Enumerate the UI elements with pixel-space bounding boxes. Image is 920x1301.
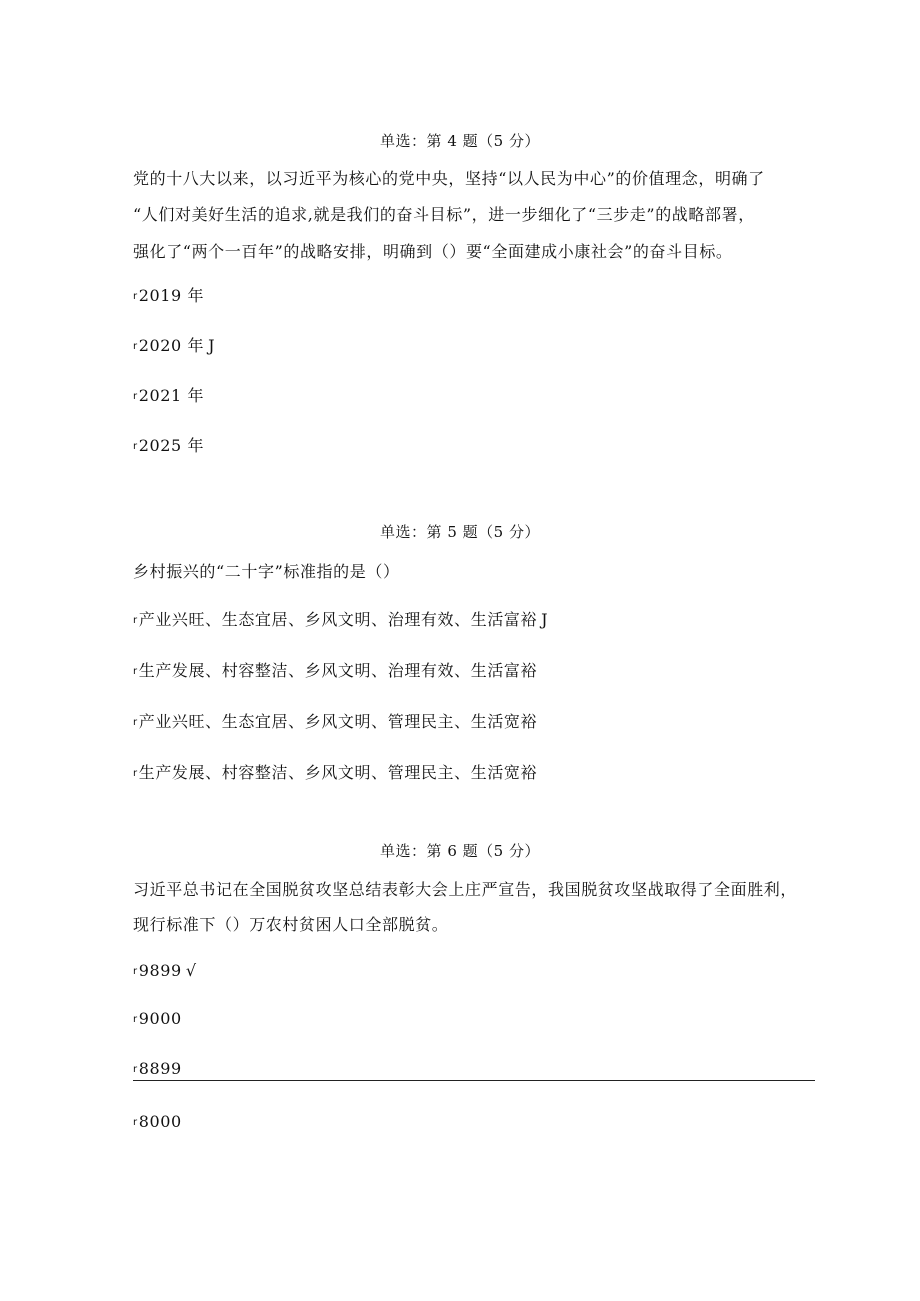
question-5-option-c[interactable]	[133, 711, 537, 733]
radio-icon[interactable]: r	[133, 1064, 138, 1075]
question-4-text-line-1: 党的十八大以来，以习近平为核心的党中央，坚持“以人民为中心”的价值理念，明确了	[133, 169, 765, 188]
question-6-option-b[interactable]	[133, 1008, 182, 1030]
question-6-text-line-2: 现行标准下（）万农村贫困人口全部脱贫。	[133, 915, 449, 934]
horizontal-divider	[133, 1080, 815, 1081]
question-6-option-a[interactable]	[133, 960, 197, 982]
option-label: 生产发展、村容整洁、乡风文明、治理有效、生活富裕	[138, 661, 538, 680]
answer-mark: J	[541, 610, 549, 629]
option-label: 9000	[138, 1009, 182, 1028]
option-label: 生产发展、村容整洁、乡风文明、管理民主、生活宽裕	[138, 763, 538, 782]
option-label: 2020 年	[138, 336, 205, 355]
question-6-header: 单选：第 6 题（5 分）	[380, 842, 540, 860]
question-4-option-d[interactable]	[133, 435, 204, 457]
question-5-header: 单选：第 5 题（5 分）	[380, 523, 540, 541]
radio-icon[interactable]: r	[133, 341, 138, 352]
question-4-header: 单选：第 4 题（5 分）	[380, 132, 540, 150]
option-label: 产业兴旺、生态宜居、乡风文明、管理民主、生活宽裕	[138, 712, 538, 731]
radio-icon[interactable]: r	[133, 441, 138, 452]
radio-icon[interactable]: r	[133, 1117, 138, 1128]
radio-icon[interactable]: r	[133, 966, 138, 977]
answer-mark: J	[208, 336, 216, 355]
option-label: 8000	[138, 1112, 182, 1131]
question-4-text-line-3: 强化了“两个一百年”的战略安排，明确到（）要“全面建成小康社会”的奋斗目标。	[133, 242, 733, 261]
question-6-option-d[interactable]	[133, 1111, 182, 1133]
radio-icon[interactable]: r	[133, 291, 138, 302]
question-4-option-a[interactable]	[133, 285, 204, 307]
question-6-option-c[interactable]	[133, 1058, 182, 1080]
radio-icon[interactable]: r	[133, 1014, 138, 1025]
question-4-text-line-2: “人们对美好生活的追求,就是我们的奋斗目标”，进一步细化了“三步走”的战略部署，	[133, 205, 755, 224]
radio-icon[interactable]: r	[133, 717, 138, 728]
question-5-option-b[interactable]	[133, 660, 537, 682]
option-label: 产业兴旺、生态宜居、乡风文明、治理有效、生活富裕	[138, 610, 538, 629]
question-6-text-line-1: 习近平总书记在全国脱贫攻坚总结表彰大会上庄严宣告，我国脱贫攻坚战取得了全面胜利，	[133, 880, 798, 899]
radio-icon[interactable]: r	[133, 615, 138, 626]
question-4-option-b[interactable]	[133, 335, 215, 357]
answer-mark: √	[185, 961, 197, 980]
question-5-option-a[interactable]	[133, 609, 548, 631]
question-5-option-d[interactable]	[133, 762, 537, 784]
radio-icon[interactable]: r	[133, 391, 138, 402]
option-label: 2025 年	[138, 436, 205, 455]
option-label: 2021 年	[138, 386, 205, 405]
option-label: 9899	[138, 961, 182, 980]
radio-icon[interactable]: r	[133, 768, 138, 779]
option-label: 8899	[138, 1059, 182, 1078]
question-4-option-c[interactable]	[133, 385, 204, 407]
question-5-text-line-1: 乡村振兴的“二十字”标准指的是（）	[133, 562, 400, 581]
option-label: 2019 年	[138, 286, 205, 305]
radio-icon[interactable]: r	[133, 666, 138, 677]
